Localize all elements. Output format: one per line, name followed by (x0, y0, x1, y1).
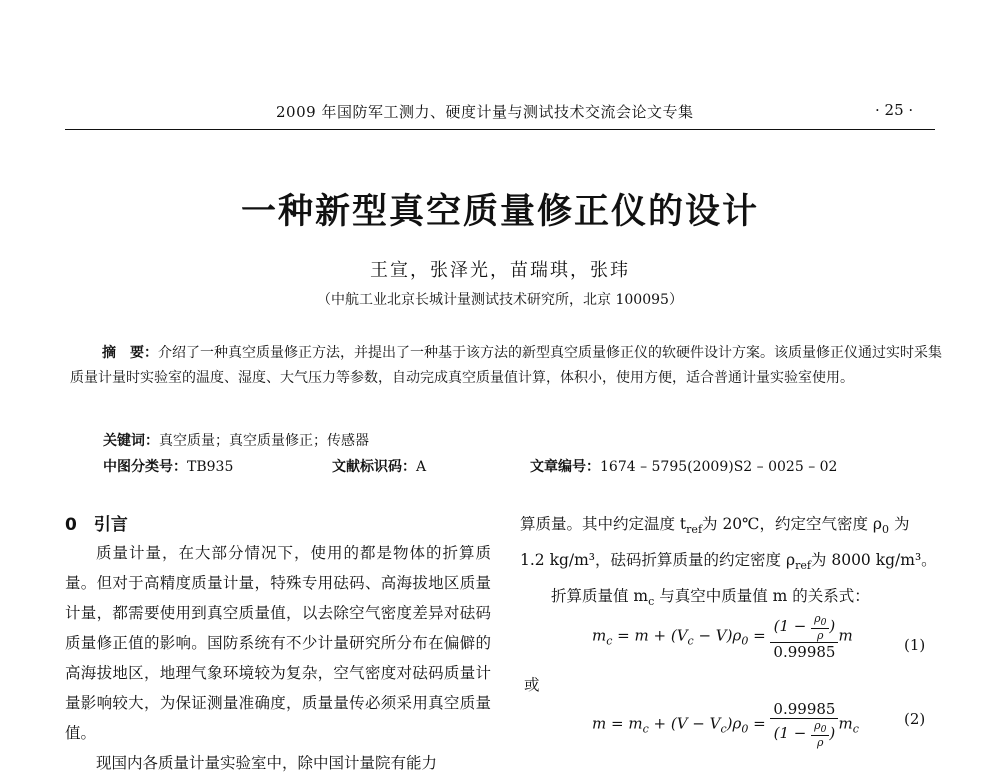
equation-2: $m = m_c + (V - V_c)\rho_0$ = 0.99985 (1 − $\frac{\rho_0}{\rho}$ ) $m_c$ (592, 700, 859, 750)
equation-2-number: (2) (904, 710, 926, 728)
running-head-title: 2009 年国防军工测力、硬度计量与测试技术交流会论文专集 (276, 103, 694, 121)
clc-label: 中图分类号： (103, 459, 187, 475)
relation-intro: 折算质量值 $m_c$ 与真空中质量值 m 的关系式： (551, 587, 870, 609)
clc-number (103, 456, 233, 476)
abstract-label: 摘 要： (102, 345, 158, 361)
clc-value: TB935 (187, 459, 234, 475)
abstract-text: 介绍了一种真空质量修正方法，并提出了一种基于该方法的新型真空质量修正仪的软硬件设计方案。该质量修正仪通过实时采集质量计量时实验室的温度、湿度、大气压力等参数，自动完成真空质量值计算，体积小，使用方便，适合普通计量实验室使用。 (70, 345, 942, 386)
article-value: 1674 – 5795(2009)S2 – 0025 – 02 (600, 459, 838, 475)
running-head (0, 101, 1000, 125)
right-column (520, 509, 940, 617)
header-rule (65, 129, 935, 130)
doc-label: 文献标识码： (332, 459, 416, 475)
keywords (103, 430, 369, 450)
intro-paragraph-2: 现国内各质量计量实验室中，除中国计量院有能力 (96, 754, 438, 772)
paper-title: 一种新型真空质量修正仪的设计 (240, 192, 759, 232)
equation-1: $m_c = m + (V_c - V)\rho_0$ = (1 − $\frac{\rho_0}{\rho}$ ) 0.99985 m (592, 612, 853, 662)
article-number (530, 456, 837, 476)
affiliation: （中航工业北京长城计量测试技术研究所，北京 100095） (317, 292, 683, 308)
keywords-text: 真空质量；真空质量修正；传感器 (159, 433, 369, 449)
doc-value: A (416, 459, 427, 475)
right-text-line-1: 算质量。其中约定温度 $t_{ref}$为 20℃，约定空气密度 $\rho_0$ 为 (520, 515, 910, 537)
authors: 王宣，张泽光，苗瑞琪，张玮 (370, 260, 630, 281)
or-text: 或 (524, 676, 540, 694)
intro-paragraph-1: 质量计量，在大部分情况下，使用的都是物体的折算质量。但对于高精度质量计量，特殊专用砝码、高海拔地区质量计量，都需要使用到真空质量值，以去除空气密度差异对砝码质量修正值的影响。国防系统有不少计量研究所分布在偏僻的高海拔地区，地理气象环境较为复杂，空气密度对砝码质量计量影响较大，为保证测量准确度，质量量传必须采用真空质量值。 (65, 544, 491, 742)
abstract (70, 341, 942, 391)
section-heading: 0 引言 (65, 515, 128, 535)
right-text-line-2: 1.2 kg/m³，砝码折算质量的约定密度 $\rho_{ref}$为 8000 kg/m³。 (520, 551, 937, 573)
article-label: 文章编号： (530, 459, 600, 475)
doc-code (332, 456, 426, 476)
page-number: · 25 · (875, 101, 914, 119)
left-column (65, 538, 491, 778)
keywords-label: 关键词： (103, 433, 159, 449)
equation-1-number: (1) (904, 636, 926, 654)
